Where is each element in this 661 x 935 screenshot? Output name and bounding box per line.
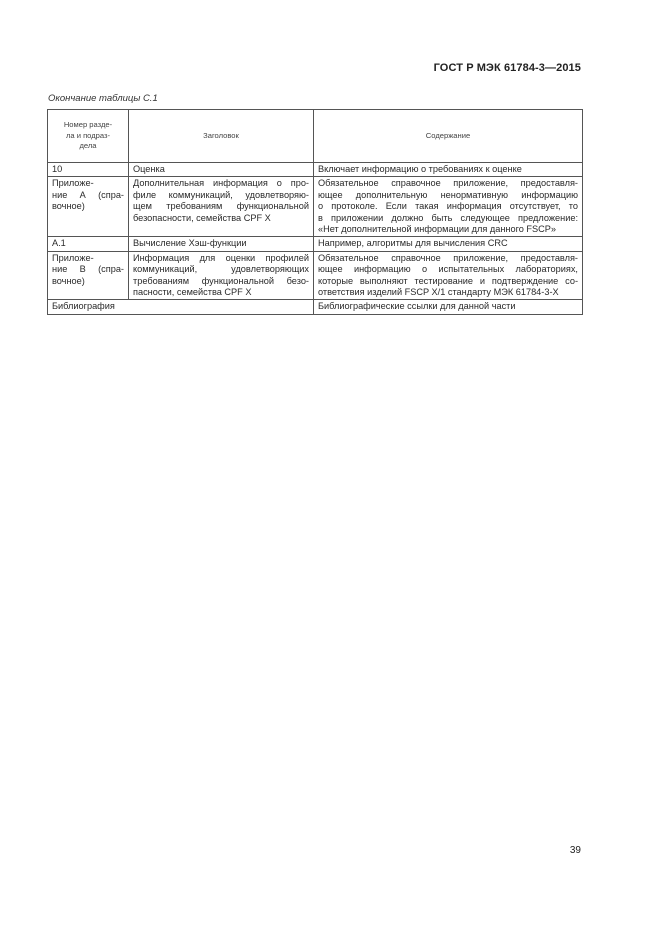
cell-title: Оценка xyxy=(129,163,314,177)
cell-title xyxy=(129,251,314,300)
page-number: 39 xyxy=(569,845,581,856)
text-line: дела xyxy=(79,141,97,151)
cell-number: А.1 xyxy=(48,237,129,251)
table-row xyxy=(48,163,583,177)
column-header-content-label: Содержание xyxy=(425,130,471,140)
cell-number: Библиография xyxy=(48,300,314,314)
cell-number: 10 xyxy=(48,163,129,177)
text-line: щем требованиям функциональной xyxy=(133,201,309,212)
text-line: Обязательное справочное приложение, предоставля- xyxy=(318,252,578,263)
document-code: ГОСТ Р МЭК 61784-3—2015 xyxy=(433,62,581,74)
text-line: требованиям функциональной безо- xyxy=(133,275,309,286)
text-line: ла и подраз- xyxy=(65,130,111,140)
column-header-content xyxy=(314,110,583,163)
cell-content xyxy=(314,177,583,237)
cell-title: Вычисление Хэш-функции xyxy=(129,237,314,251)
text-line: Приложе- xyxy=(52,252,94,263)
table-row xyxy=(48,237,583,251)
text-line: Номер разде- xyxy=(63,120,113,130)
table-caption: Окончание таблицы С.1 xyxy=(48,93,158,104)
table-row xyxy=(48,300,583,314)
text-line: пасности, семейства CPF X xyxy=(133,287,252,298)
cell-content: Библиографические ссылки для данной части xyxy=(314,300,583,314)
cell-title xyxy=(129,177,314,237)
column-header-number xyxy=(48,110,129,163)
text-line: вочное) xyxy=(52,275,85,286)
text-line: ние В (спра- xyxy=(52,264,124,275)
text-line: которые выполняют тестирование и подтверждение со- xyxy=(318,275,578,286)
text-line: Информация для оценки профилей xyxy=(133,252,309,263)
column-header-number-label xyxy=(52,120,124,151)
text-line: о протоколе. Если такая информация отсутствует, то xyxy=(318,201,578,212)
text-line: ние А (спра- xyxy=(52,189,124,200)
text-line: филе коммуникаций, удовлетворяю- xyxy=(133,189,309,200)
table-row xyxy=(48,251,583,300)
text-line: «Нет дополнительной информации для данного FSCP» xyxy=(318,224,557,235)
content-table xyxy=(47,109,583,315)
text-line: ющее дополнительную ненормативную информацию xyxy=(318,189,578,200)
text-line: ответствия изделий FSCP X/1 стандарту МЭК 61784-3-X xyxy=(318,287,559,298)
text-line: Дополнительная информация о про- xyxy=(133,178,309,189)
text-line: Обязательное справочное приложение, предоставля- xyxy=(318,178,578,189)
column-header-title-label: Заголовок xyxy=(203,130,239,140)
text-line: ющее информацию о испытательных лабораториях, xyxy=(318,264,578,275)
text-line: безопасности, семейства CPF X xyxy=(133,212,271,223)
cell-number xyxy=(48,177,129,237)
text-line: вочное) xyxy=(52,201,85,212)
text-line: в приложении должно быть следующее предложение: xyxy=(318,212,578,223)
cell-content: Например, алгоритмы для вычисления CRC xyxy=(314,237,583,251)
table-row xyxy=(48,177,583,237)
cell-content xyxy=(314,251,583,300)
cell-content: Включает информацию о требованиях к оценке xyxy=(314,163,583,177)
text-line: коммуникаций, удовлетворяющих xyxy=(133,264,309,275)
column-header-title xyxy=(129,110,314,163)
cell-number xyxy=(48,251,129,300)
text-line: Приложе- xyxy=(52,178,94,189)
table-header-row xyxy=(48,110,583,163)
